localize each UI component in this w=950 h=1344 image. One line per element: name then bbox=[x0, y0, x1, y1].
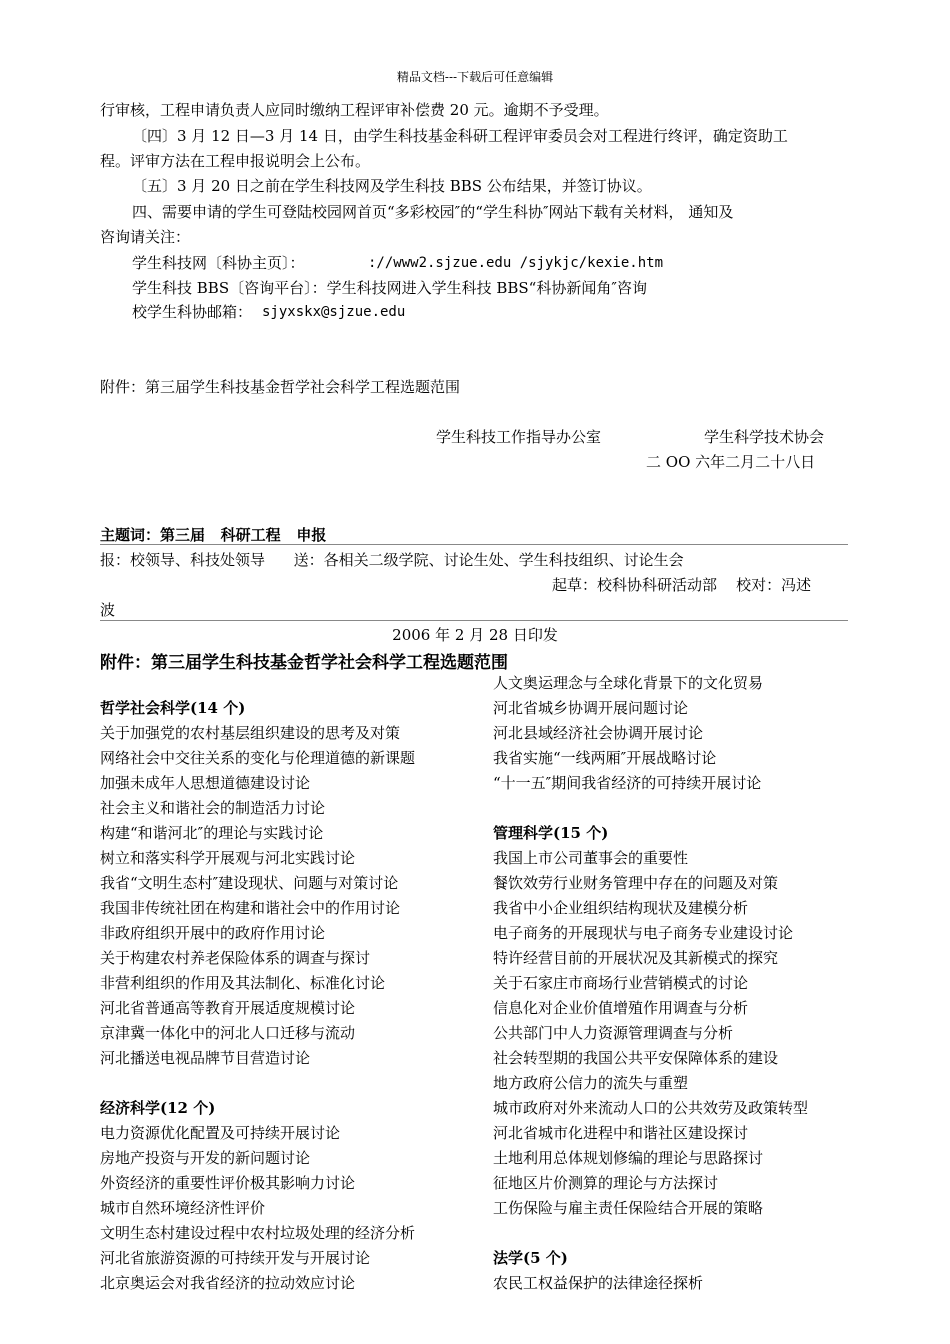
topic-item: 餐饮效劳行业财务管理中存在的问题及对策 bbox=[493, 874, 779, 892]
topic-item: 非营利组织的作用及其法制化、标准化讨论 bbox=[100, 974, 386, 992]
topic-item: 关于构建农村养老保险体系的调查与探讨 bbox=[100, 949, 371, 967]
topic-item: 外资经济的重要性评价极其影响力讨论 bbox=[100, 1174, 356, 1192]
topic-item: 公共部门中人力资源管理调查与分析 bbox=[493, 1024, 734, 1042]
topic-item: 特许经营目前的开展状况及其新模式的探究 bbox=[493, 949, 779, 967]
topic-item: 电力资源优化配置及可持续开展讨论 bbox=[100, 1124, 341, 1142]
signature-association: 学生科学技术协会 bbox=[704, 428, 825, 446]
body-line: 行审核，工程申请负责人应同时缴纳工程评审补偿费 20 元。逾期不予受理。 bbox=[100, 101, 609, 119]
topic-item: 农民工权益保护的法律途径探析 bbox=[493, 1274, 704, 1292]
body-line: 咨询请关注： bbox=[100, 228, 191, 246]
spacer bbox=[100, 671, 415, 696]
topic-item: 关于石家庄市商场行业营销模式的讨论 bbox=[493, 974, 749, 992]
body-line: 程。评审方法在工程申报说明会上公布。 bbox=[100, 152, 371, 170]
topic-item: 河北县域经济社会协调开展讨论 bbox=[493, 724, 704, 742]
topic-item: 城市自然环境经济性评价 bbox=[100, 1199, 266, 1217]
category-heading: 经济科学(12 个) bbox=[100, 1099, 216, 1117]
topic-item: 文明生态村建设过程中农村垃圾处理的经济分析 bbox=[100, 1224, 416, 1242]
topic-item: 社会转型期的我国公共平安保障体系的建设 bbox=[493, 1049, 779, 1067]
signature-office: 学生科技工作指导办公室 bbox=[436, 428, 602, 446]
topic-item: 我国上市公司董事会的重要性 bbox=[493, 849, 689, 867]
topic-item: 我国非传统社团在构建和谐社会中的作用讨论 bbox=[100, 899, 401, 917]
topic-item: 工伤保险与雇主责任保险结合开展的策略 bbox=[493, 1199, 764, 1217]
category-heading: 哲学社会科学(14 个) bbox=[100, 699, 246, 717]
print-date: 2006 年 2 月 28 日印发 bbox=[392, 626, 558, 644]
contact-email-link[interactable]: sjyxskx@sjzue.edu bbox=[262, 304, 406, 320]
topic-item: 房地产投资与开发的新问题讨论 bbox=[100, 1149, 311, 1167]
topic-item: 人文奥运理念与全球化背景下的文化贸易 bbox=[493, 674, 764, 692]
category-heading: 管理科学(15 个) bbox=[493, 824, 609, 842]
topic-item: 网络社会中交往关系的变化与伦理道德的新课题 bbox=[100, 749, 416, 767]
topic-item: 我省实施“一线两厢″开展战略讨论 bbox=[493, 749, 717, 767]
page-header: 精品文档---下载后可任意编辑 bbox=[396, 70, 554, 84]
contact-bbs: 学生科技 BBS〔咨询平台〕：学生科技网进入学生科技 BBS“科协新闻角″咨询 bbox=[132, 279, 647, 297]
topic-item: 河北省旅游资源的可持续开发与开展讨论 bbox=[100, 1249, 371, 1267]
contact-website-link[interactable]: ://www2.sjzue.edu /sjykjc/kexie.htm bbox=[368, 255, 664, 271]
body-line: 〔四〕3 月 12 日—3 月 14 日，由学生科技基金科研工程评审委员会对工程进行终评，确定资助工 bbox=[132, 127, 788, 145]
topic-item: 京津冀一体化中的河北人口迁移与流动 bbox=[100, 1024, 356, 1042]
topic-item: “十一五″期间我省经济的可持续开展讨论 bbox=[493, 774, 762, 792]
drafter-line: 起草：校科协科研活动部 校对：冯述 bbox=[552, 576, 812, 594]
topic-item: 信息化对企业价值增殖作用调查与分析 bbox=[493, 999, 749, 1017]
topic-item: 征地区片价测算的理论与方法探讨 bbox=[493, 1174, 719, 1192]
topic-item: 城市政府对外来流动人口的公共效劳及政策转型 bbox=[493, 1099, 809, 1117]
spacer bbox=[493, 796, 808, 821]
body-line: 〔五〕3 月 20 日之前在学生科技网及学生科技 BBS 公布结果，并签订协议。 bbox=[132, 177, 652, 195]
topic-item: 我省“文明生态村″建设现状、问题与对策讨论 bbox=[100, 874, 399, 892]
topic-item: 非政府组织开展中的政府作用讨论 bbox=[100, 924, 326, 942]
topic-item: 地方政府公信力的流失与重塑 bbox=[493, 1074, 689, 1092]
report-line: 报：校领导、科技处领导 送：各相关二级学院、讨论生处、学生科技组织、讨论生会 bbox=[100, 551, 684, 569]
topic-item: 河北省城市化进程中和谐社区建设探讨 bbox=[493, 1124, 749, 1142]
signature-date: 二 OO 六年二月二十八日 bbox=[646, 453, 816, 471]
topic-item: 我省中小企业组织结构现状及建模分析 bbox=[493, 899, 749, 917]
topic-item: 河北播送电视品牌节目营造讨论 bbox=[100, 1049, 311, 1067]
topic-item: 河北省普通高等教育开展适度规模讨论 bbox=[100, 999, 356, 1017]
body-line: 四、需要申请的学生可登陆校园网首页“多彩校园″的“学生科协″网站下载有关材料， 通知及 bbox=[132, 203, 734, 221]
keywords: 主题词：第三届 科研工程 申报 bbox=[100, 526, 327, 544]
topic-item: 关于加强党的农村基层组织建设的思考及对策 bbox=[100, 724, 401, 742]
attachment-title: 附件：第三届学生科技基金哲学社会科学工程选题范围 bbox=[100, 653, 508, 673]
topic-item: 电子商务的开展现状与电子商务专业建设讨论 bbox=[493, 924, 794, 942]
topic-item: 河北省城乡协调开展问题讨论 bbox=[493, 699, 689, 717]
contact-email-label: 校学生科协邮箱： bbox=[132, 303, 253, 321]
spacer bbox=[493, 1221, 808, 1246]
topic-item: 构建“和谐河北″的理论与实践讨论 bbox=[100, 824, 324, 842]
topic-item: 北京奥运会对我省经济的拉动效应讨论 bbox=[100, 1274, 356, 1292]
spacer bbox=[100, 1071, 415, 1096]
topic-item: 土地利用总体规划修编的理论与思路探讨 bbox=[493, 1149, 764, 1167]
drafter-line-cont: 波 bbox=[100, 601, 116, 619]
topic-item: 树立和落实科学开展观与河北实践讨论 bbox=[100, 849, 356, 867]
topic-column-left bbox=[100, 671, 415, 1296]
divider bbox=[100, 544, 848, 545]
topic-column-right bbox=[493, 671, 808, 1296]
attachment-note: 附件：第三届学生科技基金哲学社会科学工程选题范围 bbox=[100, 378, 461, 396]
contact-website-label: 学生科技网〔科协主页〕： bbox=[132, 254, 305, 272]
divider bbox=[100, 620, 848, 621]
topic-item: 加强未成年人思想道德建设讨论 bbox=[100, 774, 311, 792]
topic-item: 社会主义和谐社会的制造活力讨论 bbox=[100, 799, 326, 817]
category-heading: 法学(5 个) bbox=[493, 1249, 568, 1267]
